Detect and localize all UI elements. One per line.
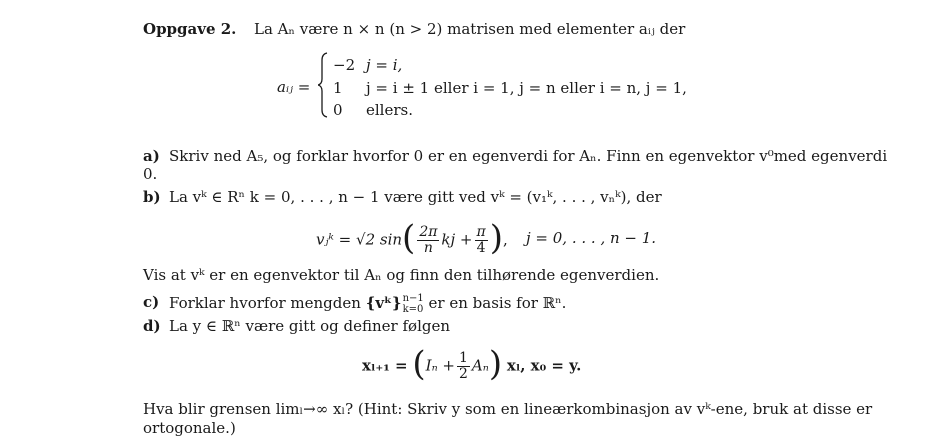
part-d-label: d) <box>143 317 161 335</box>
part-b-label: b) <box>143 188 161 206</box>
part-b-task: Vis at vᵏ er en egenvektor til Aₙ og finn den tilhørende egenverdien. <box>143 266 660 284</box>
part-d-hint-cont: ortogonale.) <box>143 419 236 437</box>
part-a-text: Skriv ned A₅, og forklar hvorfor 0 er en egenverdi for Aₙ. Finn en egenvektor v⁰med egenverdi <box>169 147 888 165</box>
part-b-range: j = 0, . . . , n − 1. <box>526 229 657 247</box>
fraction-1-2: $\frac{1}{2}$ <box>459 349 468 382</box>
case3-value: 0 <box>333 101 343 119</box>
part-d-formula-tail: xₗ, x₀ = y. <box>506 356 582 375</box>
part-d-formula-lhs: xₗ₊₁ = <box>362 356 408 375</box>
exercise-intro: La Aₙ være n × n (n > 2) matrisen med elementer aᵢⱼ der <box>254 20 686 38</box>
right-paren-d: ) <box>488 344 503 384</box>
part-d-formula: xₗ₊₁ = (Iₙ + $\frac{1}{2}$ Aₙ) xₗ, x₀ = y. <box>362 344 582 384</box>
case3-condition: ellers. <box>366 101 413 119</box>
definition-lhs: aᵢⱼ = <box>277 78 311 96</box>
part-d-hint: Hva blir grensen limₗ→∞ xₗ? (Hint: Skriv y som en lineærkombinasjon av vᵏ-ene, bruk at disse er <box>143 400 873 418</box>
part-c-label: c) <box>143 293 160 311</box>
part-b-text: La vᵏ ∈ Rⁿ k = 0, . . . , n − 1 være gitt ved vᵏ = (v₁ᵏ, . . . , vₙᵏ), der <box>169 188 662 206</box>
case1-condition: j = i, <box>366 56 403 74</box>
part-b-formula-lhs: vⱼᵏ = √2 sin <box>316 230 403 249</box>
case2-condition: j = i ± 1 eller i = 1, j = n eller i = n, j = 1, <box>366 79 687 97</box>
part-b-formula: vⱼᵏ = √2 sin( $\frac{2\pi}{n}$ kj + $\frac{\pi}{4}$ ), <box>316 218 508 258</box>
part-b-formula-mid: kj + <box>441 230 473 249</box>
case1-value: −2 <box>333 56 356 74</box>
part-a-text-cont: 0. <box>143 165 158 183</box>
part-d-text: La y ∈ ℝⁿ være gitt og definer følgen <box>169 317 451 335</box>
left-paren-d: ( <box>412 344 426 384</box>
exercise-title: Oppgave 2. <box>143 20 237 38</box>
right-paren: ) <box>489 218 503 258</box>
curly-brace-icon <box>318 52 328 118</box>
fraction-pi-4: $\frac{\pi}{4}$ <box>476 223 486 256</box>
fraction-2pi-n: $\frac{2\pi}{n}$ <box>419 223 438 256</box>
set-limits: n−1 k=0 <box>402 293 424 315</box>
part-a-label: a) <box>143 147 160 165</box>
part-c-text: Forklar hvorfor mengden {vᵏ} n−1 k=0 er en basis for ℝⁿ. <box>169 293 567 315</box>
left-paren: ( <box>402 218 416 258</box>
case2-value: 1 <box>333 79 343 97</box>
basis-set: {vᵏ} <box>365 294 402 312</box>
